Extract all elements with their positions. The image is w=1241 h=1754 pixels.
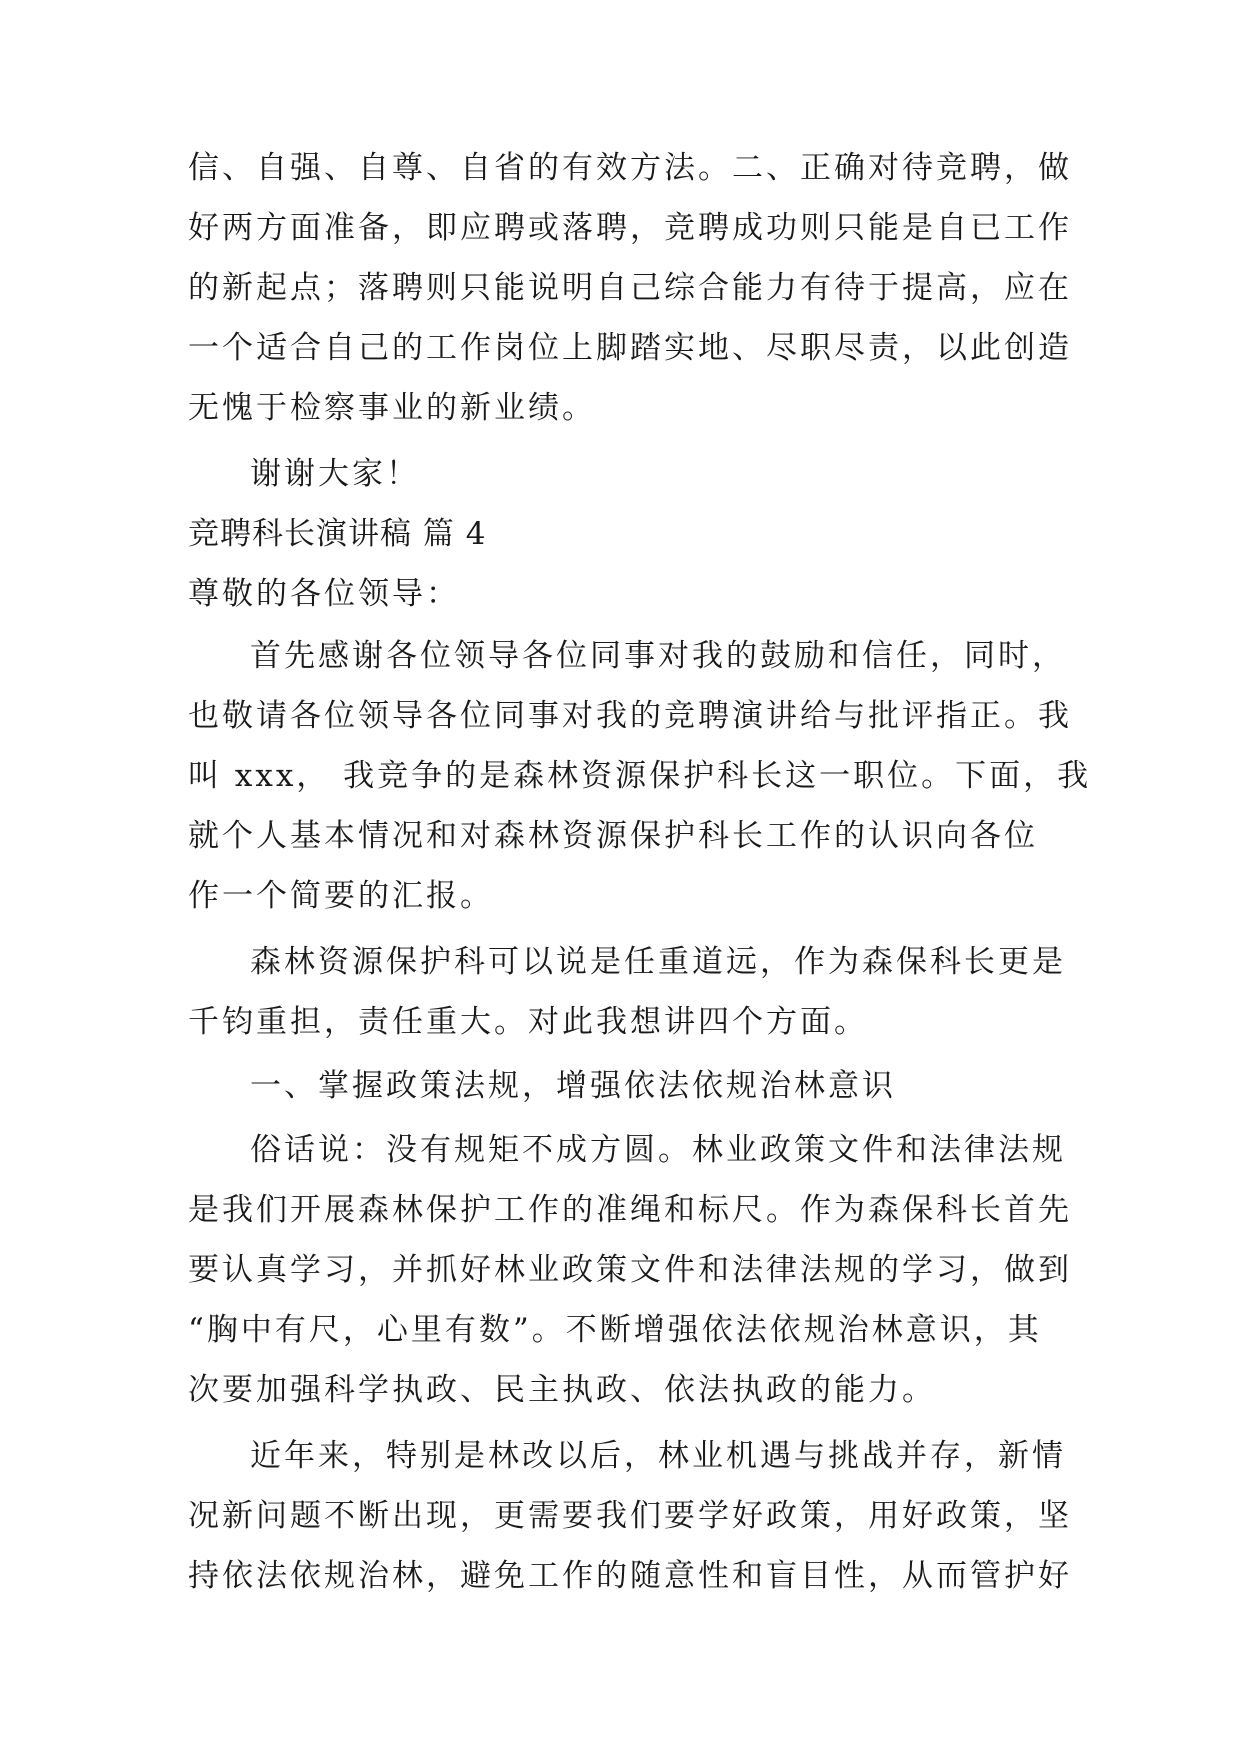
text-line: 千钧重担，责任重大。对此我想讲四个方面。 [188, 1004, 868, 1040]
salutation: 尊敬的各位领导： [188, 576, 460, 612]
section-heading: 竞聘科长演讲稿 篇 4 [188, 516, 487, 552]
text-line: 首先感谢各位领导各位同事对我的鼓励和信任，同时， [250, 638, 1066, 674]
text-line: 近年来，特别是林改以后，林业机遇与挑战并存，新情 [250, 1438, 1066, 1474]
text-line: 森林资源保护科可以说是任重道远，作为森保科长更是 [250, 944, 1066, 980]
text-line: 作一个简要的汇报。 [188, 878, 494, 914]
text-line: “胸中有尺，心里有数”。不断增强依法依规治林意识，其 [188, 1312, 1042, 1348]
text-line: 叫 xxx， 我竞争的是森林资源保护科长这一职位。下面，我 [188, 758, 1092, 794]
text-line: 无愧于检察事业的新业绩。 [188, 390, 596, 426]
closing-line: 谢谢大家！ [250, 456, 420, 492]
text-line: 信、自强、自尊、自省的有效方法。二、正确对待竞聘，做 [188, 150, 1072, 186]
text-line: 一个适合自己的工作岗位上脚踏实地、尽职尽责，以此创造 [188, 330, 1072, 366]
text-line: 俗话说：没有规矩不成方圆。林业政策文件和法律法规 [250, 1132, 1066, 1168]
text-line: 况新问题不断出现，更需要我们要学好政策，用好政策，坚 [188, 1498, 1072, 1534]
text-line: 就个人基本情况和对森林资源保护科长工作的认识向各位 [188, 818, 1038, 854]
text-line: 次要加强科学执政、民主执政、依法执政的能力。 [188, 1372, 936, 1408]
text-line: 要认真学习，并抓好林业政策文件和法律法规的学习，做到 [188, 1252, 1072, 1288]
text-line: 也敬请各位领导各位同事对我的竞聘演讲给与批评指正。我 [188, 698, 1072, 734]
text-line: 持依法依规治林，避免工作的随意性和盲目性，从而管护好 [188, 1558, 1072, 1594]
text-line: 是我们开展森林保护工作的准绳和标尺。作为森保科长首先 [188, 1192, 1072, 1228]
subheading: 一、掌握政策法规，增强依法依规治林意识 [250, 1068, 896, 1104]
text-line: 的新起点；落聘则只能说明自己综合能力有待于提高，应在 [188, 270, 1072, 306]
text-line: 好两方面准备，即应聘或落聘，竞聘成功则只能是自已工作 [188, 210, 1072, 246]
